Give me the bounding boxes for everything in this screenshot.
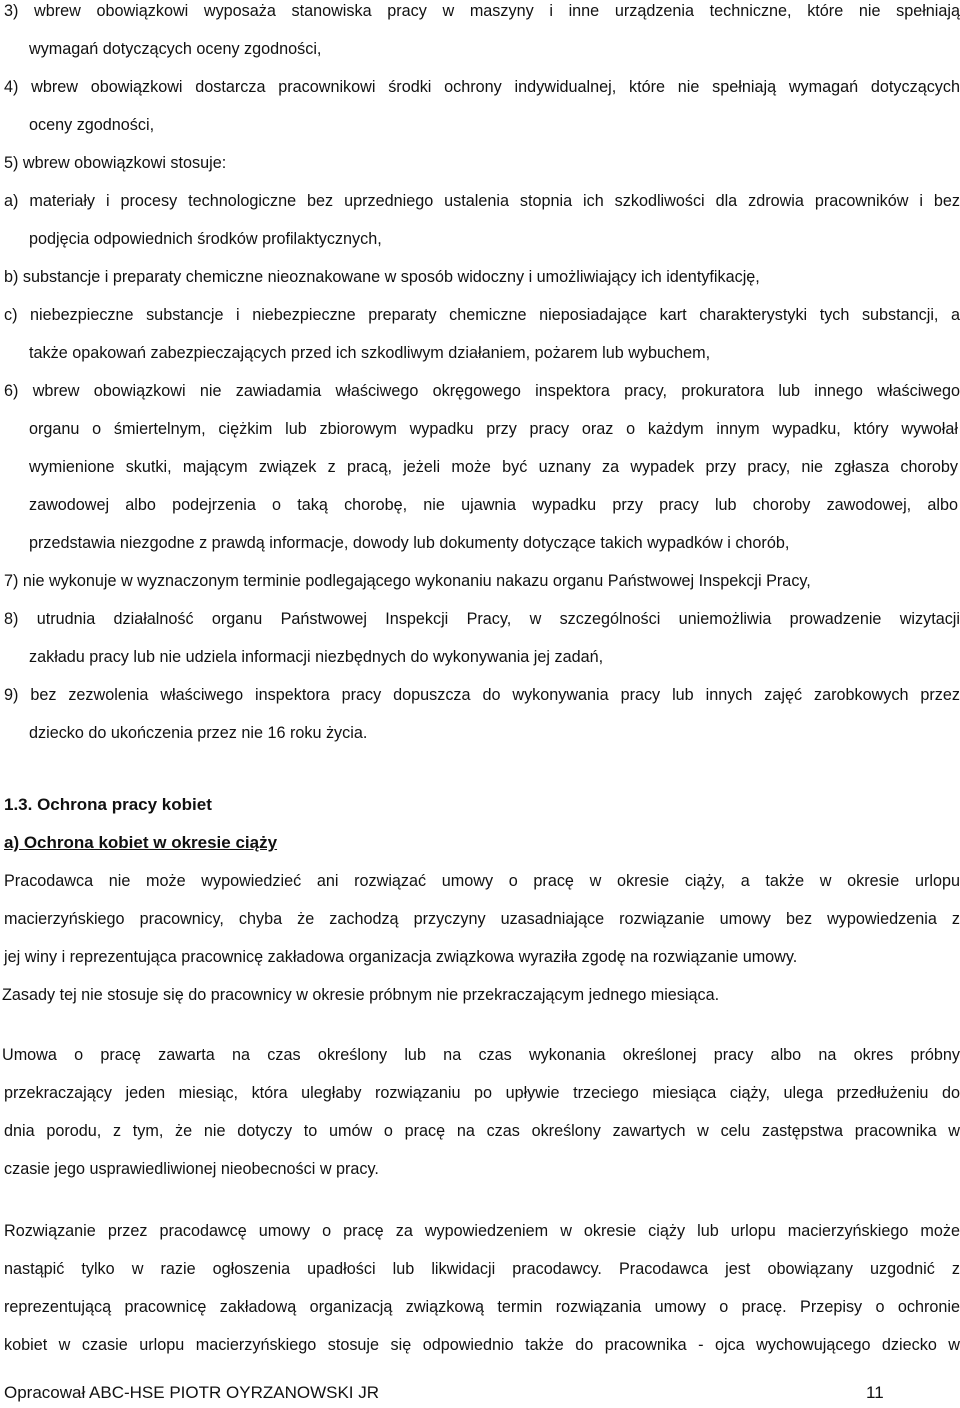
text-line: c) niebezpieczne substancje i niebezpieczne preparaty chemiczne nieposiadające kart charakterystyki tych substancji, a: [4, 306, 960, 324]
text-line: macierzyńskiego pracownicy, chyba że zachodzą przyczyny uzasadniające rozwiązanie umowy bez wypowiedzenia z: [4, 910, 960, 928]
text-line: kobiet w czasie urlopu macierzyńskiego stosuje się odpowiednio także do pracownika - ojca wychowującego dziecko w: [4, 1336, 960, 1354]
text-line: Zasady tej nie stosuje się do pracownicy w okresie próbnym nie przekraczającym jednego miesiąca.: [2, 986, 720, 1004]
text-line: 5) wbrew obowiązkowi stosuje:: [4, 154, 227, 172]
text-line: dziecko do ukończenia przez nie 16 roku życia.: [29, 724, 368, 742]
text-line: nastąpić tylko w razie ogłoszenia upadłości lub likwidacji pracodawcy. Pracodawca jest obowiązany uzgodnić z: [4, 1260, 960, 1278]
text-line: oceny zgodności,: [29, 116, 155, 134]
text-line: zakładu pracy lub nie udziela informacji niezbędnych do wykonywania jej zadań,: [29, 648, 604, 666]
text-line: 3) wbrew obowiązkowi wyposaża stanowiska pracy w maszyny i inne urządzenia techniczne, które nie spełniają: [4, 2, 960, 20]
text-line: przedstawia niezgodne z prawdą informacje, dowody lub dokumenty dotyczące takich wypadków i chorób,: [29, 534, 790, 552]
section-heading: 1.3. Ochrona pracy kobiet: [4, 795, 212, 814]
text-line: Pracodawca nie może wypowiedzieć ani rozwiązać umowy o pracę w okresie ciąży, a także w okresie urlopu: [4, 872, 960, 890]
text-line: 6) wbrew obowiązkowi nie zawiadamia właściwego okręgowego inspektora pracy, prokuratora lub innego właściwego: [4, 382, 960, 400]
text-line: reprezentującą pracownicę zakładową organizacją związkową termin rozwiązania umowy o pracę. Przepisy o ochronie: [4, 1298, 960, 1316]
text-line: 8) utrudnia działalność organu Państwowej Inspekcji Pracy, w szczególności uniemożliwia prowadzenie wizytacji: [4, 610, 960, 628]
text-line: 9) bez zezwolenia właściwego inspektora pracy dopuszcza do wykonywania pracy lub innych zajęć zarobkowych przez: [4, 686, 960, 704]
text-line: podjęcia odpowiednich środków profilaktycznych,: [29, 230, 382, 248]
text-line: przekraczający jeden miesiąc, która uległaby rozwiązaniu po upływie trzeciego miesiąca ciąży, ulega przedłużeniu do: [4, 1084, 960, 1102]
text-line: zawodowej albo podejrzenia o taką chorobę, nie ujawnia wypadku przy pracy lub choroby zawodowej, albo: [29, 496, 958, 514]
text-line: 4) wbrew obowiązkowi dostarcza pracownikowi środki ochrony indywidualnej, które nie spełniają wymagań dotyczących: [4, 78, 960, 96]
text-line: Rozwiązanie przez pracodawcę umowy o pracę za wypowiedzeniem w okresie ciąży lub urlopu macierzyńskiego może: [4, 1222, 960, 1240]
text-line: organu o śmiertelnym, ciężkim lub zbiorowym wypadku przy pracy oraz o każdym innym wypadku, który wywołał: [29, 420, 958, 438]
text-line: 7) nie wykonuje w wyznaczonym terminie podlegającego wykonaniu nakazu organu Państwowej Inspekcji Pracy,: [4, 572, 811, 590]
subsection-heading: a) Ochrona kobiet w okresie ciąży: [4, 833, 278, 852]
text-line: wymagań dotyczących oceny zgodności,: [29, 40, 322, 58]
text-line: także opakowań zabezpieczających przed ich szkodliwym działaniem, pożarem lub wybuchem,: [29, 344, 711, 362]
text-line: czasie jego usprawiedliwionej nieobecności w pracy.: [4, 1160, 379, 1178]
page-number: 11: [866, 1383, 884, 1402]
text-line: jej winy i reprezentująca pracownicę zakładowa organizacja związkowa wyraziła zgodę na rozwiązanie umowy.: [4, 948, 798, 966]
text-line: Umowa o pracę zawarta na czas określony lub na czas wykonania określonej pracy albo na okres próbny: [2, 1046, 960, 1064]
text-line: dnia porodu, z tym, że nie dotyczy to umów o pracę na czas określony zawartych w celu zastępstwa pracownika w: [4, 1122, 960, 1140]
text-line: b) substancje i preparaty chemiczne nieoznakowane w sposób widoczny i umożliwiający ich identyfikację,: [4, 268, 760, 286]
footer-author: Opracował ABC-HSE PIOTR OYRZANOWSKI JR: [4, 1383, 380, 1402]
text-line: a) materiały i procesy technologiczne bez uprzedniego ustalenia stopnia ich szkodliwości dla zdrowia pracowników i bez: [4, 192, 960, 210]
text-line: wymienione skutki, mającym związek z pracą, jeżeli może być uznany za wypadek przy pracy, nie zgłasza choroby: [29, 458, 958, 476]
